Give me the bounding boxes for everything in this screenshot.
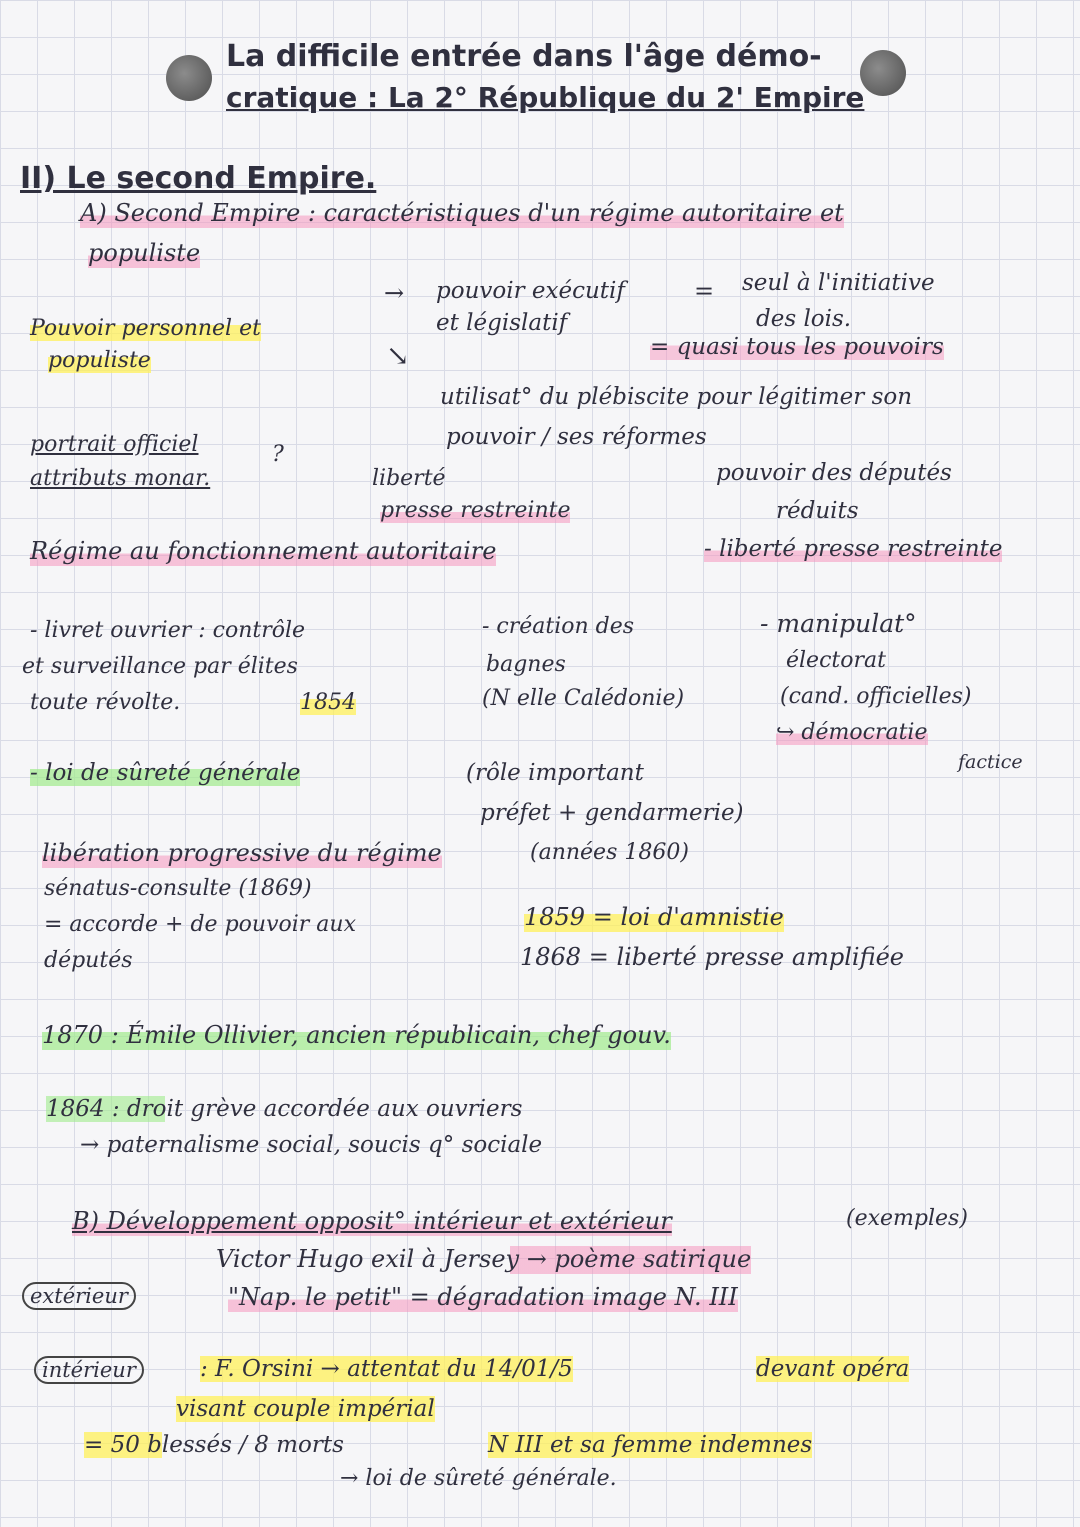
senatus-1: sénatus-consulte (1869) [44,876,312,901]
manip-2: électorat [786,648,886,673]
role-1: (rôle important [466,760,644,786]
devant-opera: devant opéra [756,1356,910,1382]
loi-surete-final: → loi de sûreté générale. [340,1466,617,1491]
role-2: préfet + gendarmerie) [480,800,744,826]
livret-3: toute révolte. [30,690,181,715]
greve-2: → paternalisme social, soucis q° sociale [80,1132,543,1158]
bagnes-2: bagnes [486,652,566,677]
binder-hole-right [860,50,906,96]
manip-4: ↪ démocratie [776,720,928,745]
senatus-3: députés [44,948,133,973]
bagnes-3: (N elle Calédonie) [482,686,685,711]
deputes-1: pouvoir des députés [716,460,952,486]
executif-2: et législatif [436,310,568,336]
seul-1: seul à l'initiative [742,270,935,296]
livret-year: 1854 [300,690,356,715]
seul-2: des lois. [756,306,852,332]
exemples: (exemples) [846,1206,968,1231]
subsection-b-heading: B) Développement opposit° intérieur et extérieur [72,1207,672,1235]
quasi-tous: = quasi tous les pouvoirs [650,334,944,360]
n3-indemnes: N III et sa femme indemnes [488,1432,813,1458]
plebiscite-1: utilisat° du plébiscite pour légitimer son [440,384,913,410]
regime-label: Régime au fonctionnement autoritaire [30,537,497,565]
liberation-label: libération progressive du régime [42,839,442,867]
manip-3: (cand. officielles) [780,684,972,709]
pouvoir-label-2: populiste [48,348,151,373]
subsection-a-heading: A) Second Empire : caractéristiques d'un régime autoritaire et [80,199,844,227]
year-1859: 1859 = loi d'amnistie [524,903,784,931]
ollivier: 1870 : Émile Ollivier, ancien républicain, chef gouv. [42,1021,671,1049]
section-heading: II) Le second Empire. [20,161,377,196]
orsini: : F. Orsini → attentat du 14/01/5 [200,1356,573,1382]
regime-liberte: - liberté presse restreinte [704,536,1003,562]
page-title-line1: La difficile entrée dans l'âge démo- [226,39,822,74]
arrow-right: → [384,279,405,307]
liberte-1: liberté [372,466,446,491]
binder-hole-left [166,55,212,101]
liberte-2: presse restreinte [380,498,571,523]
liberation-annees: (années 1860) [530,840,689,865]
exterieur-label: extérieur [22,1282,136,1310]
livret-2: et surveillance par élites [22,654,298,679]
executif-1: pouvoir exécutif [436,278,625,304]
manip-1: - manipulat° [760,609,917,638]
equals-sign: = [694,277,715,305]
nap-petit: "Nap. le petit" = dégradation image N. III [228,1283,738,1311]
plebiscite-2: pouvoir / ses réformes [446,424,707,450]
bagnes-1: - création des [482,614,635,639]
deputes-2: réduits [776,498,859,524]
portrait-q: ? [272,442,284,467]
year-1868: 1868 = liberté presse amplifiée [520,943,905,971]
visant-couple: visant couple impérial [176,1396,435,1422]
page-title-line2: cratique : La 2° République du 2' Empire [226,81,865,114]
portrait-1: portrait officiel [30,432,199,457]
greve-1: 1864 : droit grève accordée aux ouvriers [46,1096,523,1122]
subsection-a-heading-cont: populiste [88,239,201,267]
interieur-label: intérieur [34,1356,144,1384]
pouvoir-label-1: Pouvoir personnel et [30,316,261,341]
arrow-down: ↘ [386,339,410,372]
loi-surete-label: - loi de sûreté générale [30,760,301,786]
portrait-2: attributs monar. [30,466,211,491]
senatus-2: = accorde + de pouvoir aux [44,912,356,937]
bilan: = 50 blessés / 8 morts [84,1432,344,1458]
manip-5: factice [958,751,1023,773]
livret-1: - livret ouvrier : contrôle [30,618,306,643]
hugo: Victor Hugo exil à Jersey → poème satirique [216,1245,752,1273]
